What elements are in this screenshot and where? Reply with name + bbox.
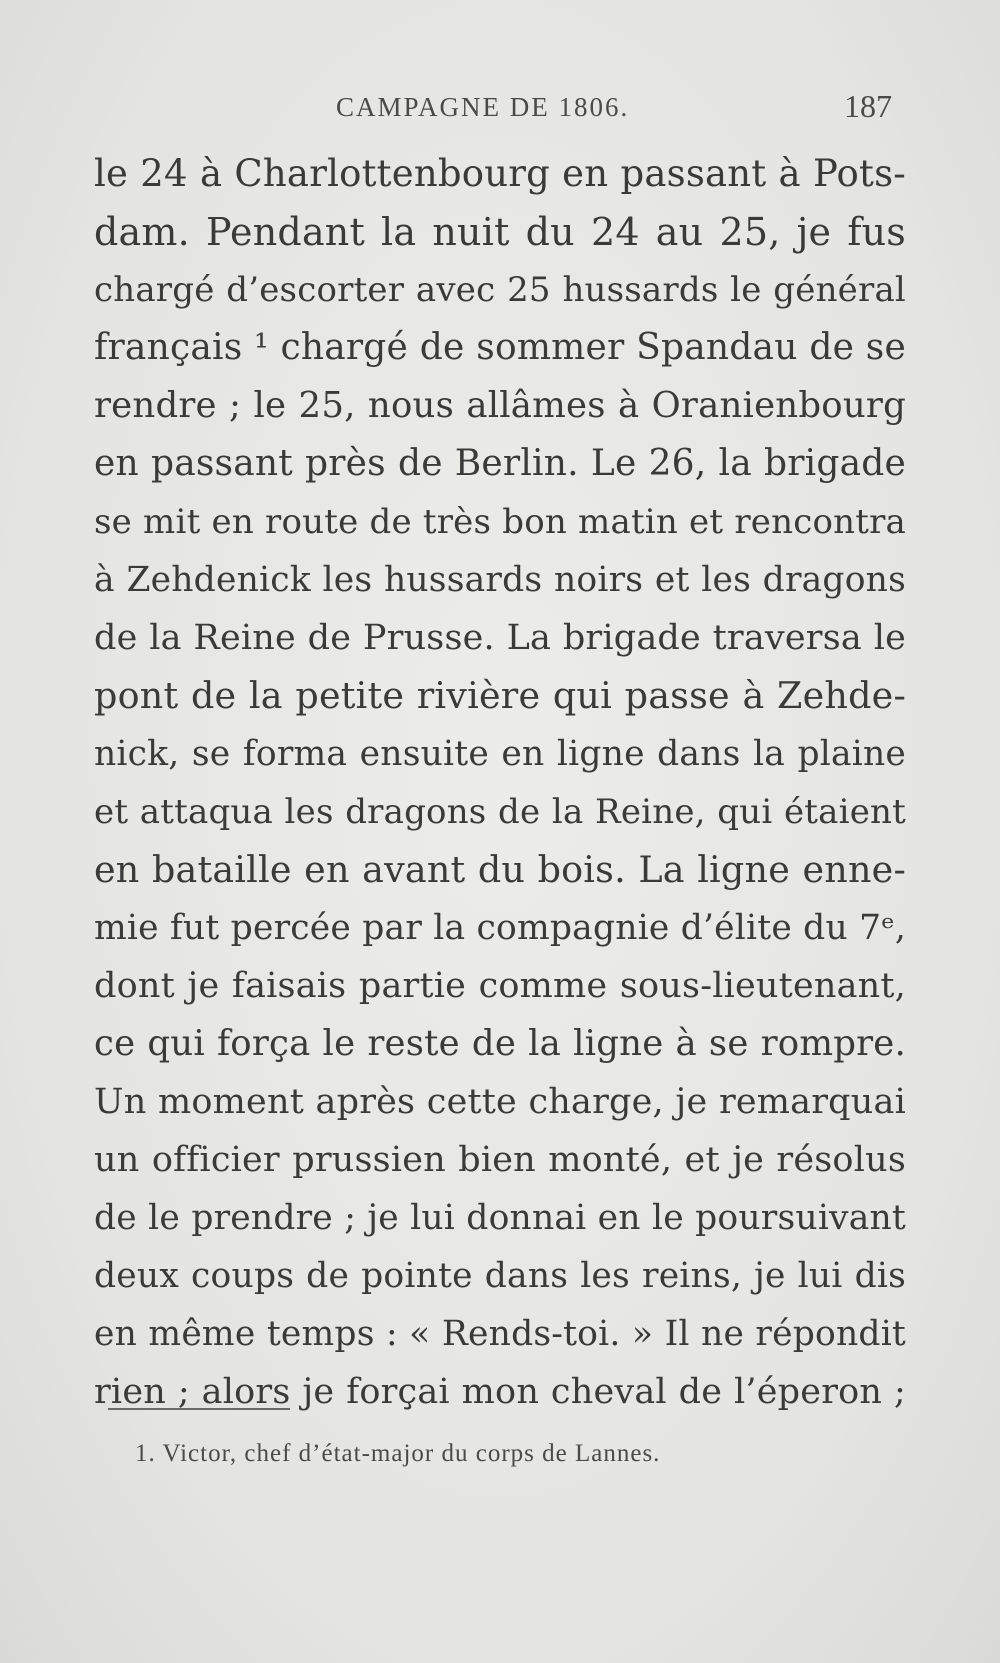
text-line: dont je faisais partie comme sous-lieutenant,: [94, 966, 906, 1006]
text-line: à Zehdenick les hussards noirs et les dragons: [94, 560, 906, 600]
text-line: en passant près de Berlin. Le 26, la brigade: [94, 443, 906, 484]
text-line: rendre ; le 25, nous allâmes à Oranienbourg: [94, 385, 906, 426]
text-line: nick, se forma ensuite en ligne dans la plaine: [94, 734, 906, 774]
text-line: se mit en route de très bon matin et rencontra: [94, 502, 906, 542]
text-line: pont de la petite rivière qui passe à Zehde-: [94, 674, 906, 717]
text-line: de la Reine de Prusse. La brigade traversa le: [94, 618, 906, 658]
running-title: CAMPAGNE DE 1806.: [336, 92, 630, 122]
text-line: deux coups de pointe dans les reins, je lui dis: [94, 1256, 906, 1296]
text-line: chargé d’escorter avec 25 hussards le général: [94, 270, 906, 310]
text-line: rien ; alors je forçai mon cheval de l’éperon ;: [94, 1372, 906, 1412]
text-line: un officier prussien bien monté, et je résolus: [94, 1140, 906, 1180]
page-number: 187: [844, 88, 892, 124]
running-head: [0, 88, 1000, 132]
text-line: et attaqua les dragons de la Reine, qui étaient: [94, 792, 906, 832]
footnote: 1. Victor, chef d’état-major du corps de Lannes.: [135, 1440, 661, 1467]
text-line: Un moment après cette charge, je remarquai: [94, 1082, 906, 1122]
text-line: français ¹ chargé de sommer Spandau de se: [94, 327, 906, 368]
text-line: en bataille en avant du bois. La ligne enne-: [94, 848, 906, 891]
body-text: [94, 145, 906, 1421]
text-line: mie fut percée par la compagnie d’élite du 7ᵉ,: [94, 908, 906, 948]
text-line: dam. Pendant la nuit du 24 au 25, je fus: [94, 210, 906, 254]
footnote-divider: [108, 1408, 290, 1410]
text-line: en même temps : « Rends-toi. » Il ne répondit: [94, 1314, 906, 1354]
text-line: le 24 à Charlottenbourg en passant à Pots-: [94, 152, 906, 195]
text-line: de le prendre ; je lui donnai en le poursuivant: [94, 1198, 906, 1238]
text-line: ce qui força le reste de la ligne à se rompre.: [94, 1023, 906, 1064]
